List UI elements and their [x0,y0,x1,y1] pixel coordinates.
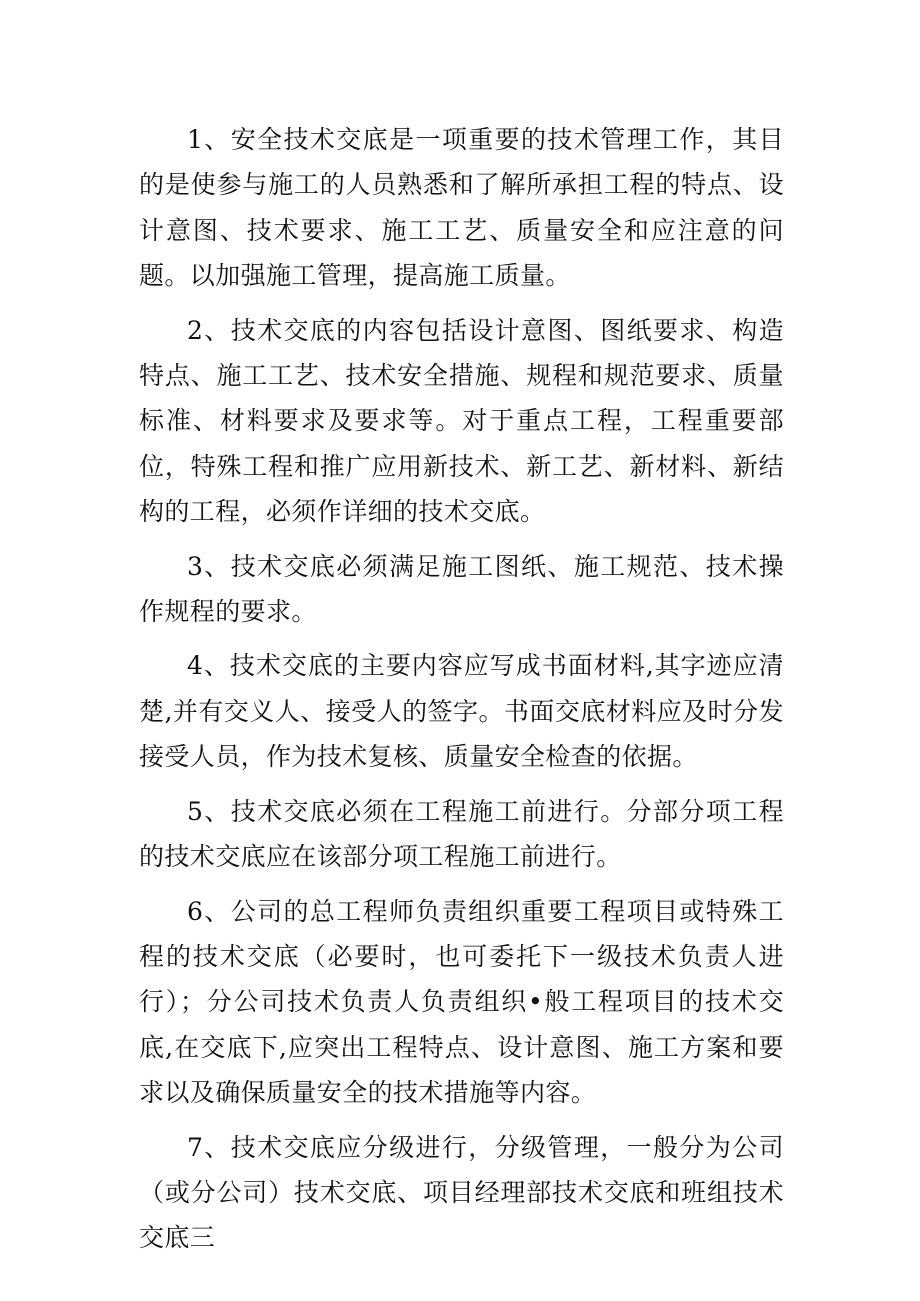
paragraph-4: 4、技术交底的主要内容应写成书面材料,其字迹应清楚,并有交义人、接受人的签字。书面交底材料应及时分发接受人员，作为技术复核、质量安全检查的依据。 [139,651,784,772]
paragraph-2: 2、技术交底的内容包括设计意图、图纸要求、构造特点、施工工艺、技术安全措施、规程和规范要求、质量标准、材料要求及要求等。对于重点工程，工程重要部位，特殊工程和推广应用新技术、新工艺、新材料、新结构的工程，必须作详细的技术交底。 [139,315,784,527]
paragraph-6: 6、公司的总工程师负责组织重要工程项目或特殊工程的技术交底（必要时，也可委托下一级技术负责人进行）；分公司技术负责人负责组织•般工程项目的技术交底,在交底下,应突出工程特点、设计意图、施工方案和要求以及确保质量安全的技术措施等内容。 [139,896,784,1108]
paragraph-1: 1、安全技术交底是一项重要的技术管理工作，其目的是使参与施工的人员熟悉和了解所承担工程的特点、设计意图、技术要求、施工工艺、质量安全和应注意的问题。以加强施工管理，提高施工质量。 [139,125,784,291]
paragraph-3: 3、技术交底必须满足施工图纸、施工规范、技术操作规程的要求。 [139,551,784,627]
paragraph-5: 5、技术交底必须在工程施工前进行。分部分项工程的技术交底应在该部分项工程施工前进行。 [139,796,784,872]
paragraph-7: 7、技术交底应分级进行，分级管理，一般分为公司（或分公司）技术交底、项目经理部技术交底和班组技术交底三 [139,1132,784,1253]
document-body [139,117,784,1270]
